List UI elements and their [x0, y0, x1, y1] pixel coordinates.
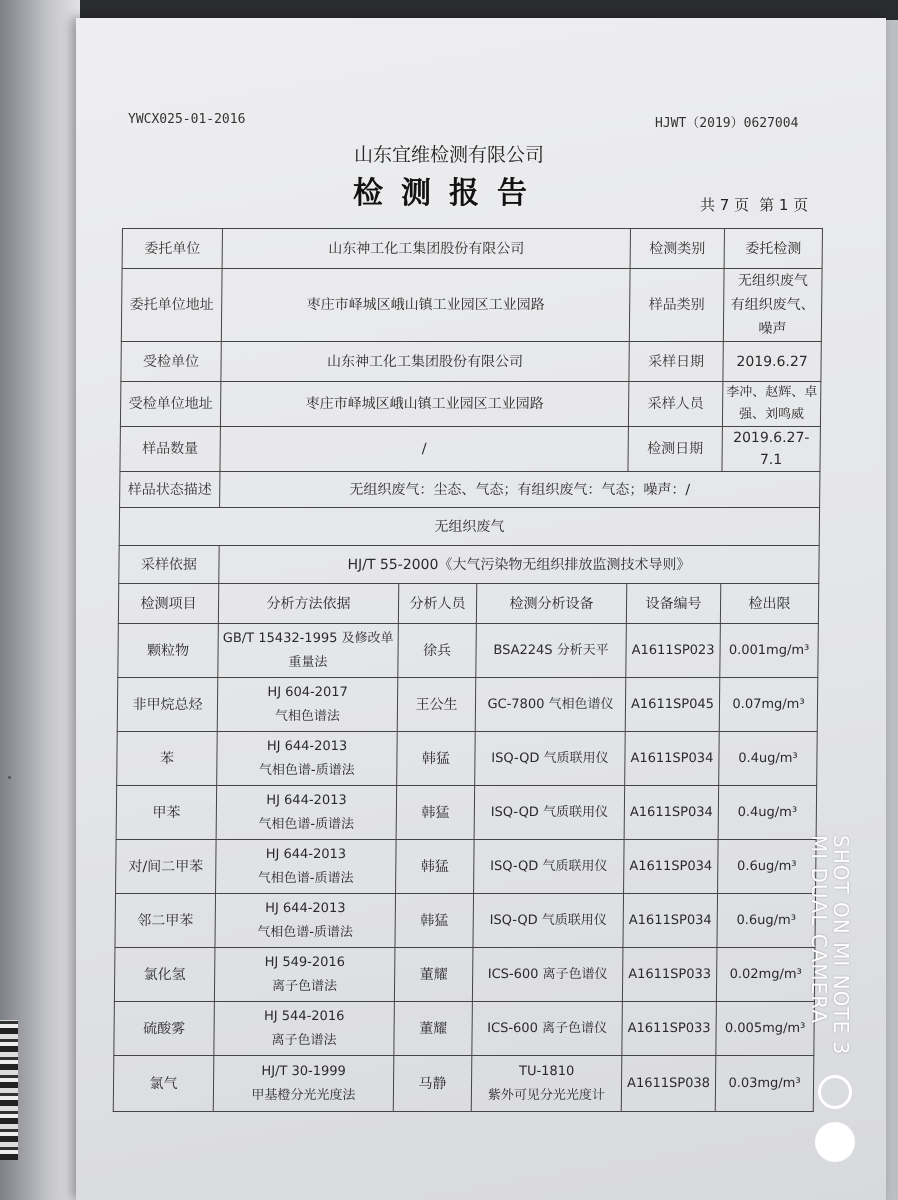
equipment-number: A1611SP045	[625, 678, 720, 732]
equipment: GC-7800 气相色谱仪	[475, 678, 626, 732]
test-type-label: 检测类别	[630, 229, 724, 269]
equipment-number: A1611SP038	[621, 1056, 716, 1112]
equipment: ICS-600 离子色谱仪	[472, 948, 623, 1002]
total-pages: 共 7 页	[700, 196, 750, 214]
analysis-method: HJ 644-2013 气相色谱-质谱法	[216, 786, 397, 840]
equipment: TU-1810 紫外可见分光光度计	[471, 1056, 622, 1112]
column-header: 分析方法依据	[218, 584, 398, 624]
test-date-value: 2019.6.27-7.1	[722, 427, 820, 472]
analysis-method: GB/T 15432-1995 及修改单 重量法	[218, 624, 399, 678]
detection-item: 氯化氢	[114, 948, 215, 1002]
table-row	[117, 732, 818, 786]
equipment-number: A1611SP033	[622, 1002, 717, 1056]
equipment: ICS-600 离子色谱仪	[472, 1002, 623, 1056]
detection-item: 氯气	[113, 1056, 214, 1112]
form-code: YWCX025-01-2016	[128, 112, 246, 127]
detection-limit: 0.001mg/m³	[720, 624, 819, 678]
table-row	[114, 948, 815, 1002]
detection-item: 甲苯	[116, 786, 217, 840]
analysis-method: HJ 604-2017 气相色谱法	[217, 678, 398, 732]
equipment-number: A1611SP034	[624, 786, 719, 840]
sampling-basis-row	[119, 546, 819, 584]
equipment-number: A1611SP034	[623, 894, 718, 948]
detection-item: 苯	[117, 732, 218, 786]
equipment: ISQ-QD 气质联用仪	[474, 840, 625, 894]
table-row	[113, 1056, 814, 1112]
info-row-sample-state	[120, 472, 820, 508]
table-row	[115, 894, 816, 948]
column-header: 检出限	[720, 584, 818, 624]
watermark-line-2: MI DUAL CAMERA	[807, 835, 831, 1025]
watermark-line-1: SHOT ON MI NOTE 3	[829, 835, 853, 1056]
analysis-method: HJ 549-2016 离子色谱法	[214, 948, 395, 1002]
table-row	[114, 1002, 815, 1056]
background-shadow	[80, 0, 898, 20]
client-address-value: 枣庄市峄城区峨山镇工业园区工业园路	[221, 269, 630, 342]
current-page: 第 1 页	[759, 196, 809, 214]
equipment-number: A1611SP034	[624, 840, 719, 894]
equipment: ISQ-QD 气质联用仪	[474, 786, 625, 840]
sampling-date-label: 采样日期	[629, 342, 723, 382]
info-row-inspected	[121, 342, 821, 382]
equipment: ISQ-QD 气质联用仪	[473, 894, 624, 948]
client-label: 委托单位	[122, 229, 222, 269]
inspected-label: 受检单位	[121, 342, 221, 382]
analyst: 韩猛	[395, 894, 474, 948]
info-row-sample-count	[120, 427, 820, 472]
analyst: 徐兵	[398, 624, 477, 678]
equipment-number: A1611SP023	[626, 624, 721, 678]
sample-type-label: 样品类别	[629, 269, 724, 342]
equipment: BSA224S 分析天平	[476, 624, 627, 678]
report-title: 检测报告	[353, 176, 545, 211]
report-number: HJWT（2019）0627004	[655, 116, 799, 131]
column-header: 检测分析设备	[476, 584, 626, 624]
info-row-inspected-address	[120, 382, 820, 427]
company-name: 山东宜维检测有限公司	[353, 144, 544, 166]
equipment: ISQ-QD 气质联用仪	[475, 732, 626, 786]
column-header: 分析人员	[398, 584, 476, 624]
detection-limit: 0.005mg/m³	[716, 1002, 815, 1056]
inspected-address-value: 枣庄市峄城区峨山镇工业园区工业园路	[220, 382, 628, 427]
analyst: 王公生	[397, 678, 476, 732]
detection-item: 非甲烷总烃	[117, 678, 218, 732]
table-row	[118, 624, 819, 678]
analyst: 董耀	[394, 948, 473, 1002]
section-title-row	[119, 508, 819, 546]
section-title: 无组织废气	[119, 508, 819, 546]
qr-code-fragment	[0, 1020, 18, 1160]
detection-limit: 0.4ug/m³	[718, 786, 817, 840]
analyst: 董耀	[394, 1002, 473, 1056]
equipment-number: A1611SP033	[622, 948, 717, 1002]
detection-limit: 0.02mg/m³	[716, 948, 815, 1002]
samplers-value: 李冲、赵辉、卓强、刘鸣威	[722, 382, 820, 427]
sample-type-value: 无组织废气 有组织废气、噪声	[723, 269, 822, 342]
table-row	[116, 786, 817, 840]
column-header-row	[118, 584, 818, 624]
sample-state-value: 无组织废气：尘态、气态；有组织废气：气态；噪声：/	[220, 472, 820, 508]
client-address-label: 委托单位地址	[121, 269, 222, 342]
table-row	[117, 678, 818, 732]
analysis-method: HJ 544-2016 离子色谱法	[214, 1002, 395, 1056]
detection-item: 对/间二甲苯	[116, 840, 217, 894]
test-date-label: 检测日期	[628, 427, 722, 472]
detection-limit: 0.07mg/m³	[719, 678, 818, 732]
sample-count-label: 样品数量	[120, 427, 220, 472]
detection-limit: 0.6ug/m³	[717, 894, 816, 948]
analysis-method: HJ 644-2013 气相色谱-质谱法	[217, 732, 398, 786]
info-row-client-address	[121, 269, 822, 342]
inspected-address-label: 受检单位地址	[120, 382, 220, 427]
sampling-date-value: 2019.6.27	[723, 342, 821, 382]
page-count	[700, 194, 818, 215]
analysis-method: HJ 644-2013 气相色谱-质谱法	[215, 894, 396, 948]
client-value: 山东神工化工集团股份有限公司	[222, 229, 630, 269]
detection-limit: 0.03mg/m³	[715, 1056, 814, 1112]
column-header: 检测项目	[118, 584, 218, 624]
camera-dot-icon	[815, 1122, 855, 1162]
detection-item: 邻二甲苯	[115, 894, 216, 948]
test-type-value: 委托检测	[724, 229, 822, 269]
info-row-client	[122, 229, 822, 269]
analyst: 韩猛	[397, 732, 476, 786]
analyst: 马静	[393, 1056, 472, 1112]
sampling-basis-value: HJ/T 55-2000《大气污染物无组织排放监测技术导则》	[219, 546, 819, 584]
inspected-value: 山东神工化工集团股份有限公司	[221, 342, 629, 382]
sample-count-value: /	[220, 427, 628, 472]
detection-item: 硫酸雾	[114, 1002, 215, 1056]
detection-limit: 0.4ug/m³	[719, 732, 818, 786]
detection-limit: 0.6ug/m³	[718, 840, 817, 894]
camera-ring-icon	[818, 1075, 852, 1109]
sample-state-label: 样品状态描述	[120, 472, 220, 508]
table-row	[116, 840, 817, 894]
column-header: 设备编号	[626, 584, 720, 624]
analyst: 韩猛	[396, 786, 475, 840]
sampling-basis-label: 采样依据	[119, 546, 219, 584]
report-table	[113, 228, 822, 1103]
analysis-method: HJ/T 30-1999 甲基橙分光光度法	[213, 1056, 394, 1112]
equipment-number: A1611SP034	[625, 732, 720, 786]
detection-item: 颗粒物	[118, 624, 219, 678]
analysis-method: HJ 644-2013 气相色谱-质谱法	[216, 840, 397, 894]
camera-watermark	[807, 835, 853, 1056]
paper-speck	[8, 776, 11, 779]
samplers-label: 采样人员	[628, 382, 722, 427]
analyst: 韩猛	[396, 840, 475, 894]
